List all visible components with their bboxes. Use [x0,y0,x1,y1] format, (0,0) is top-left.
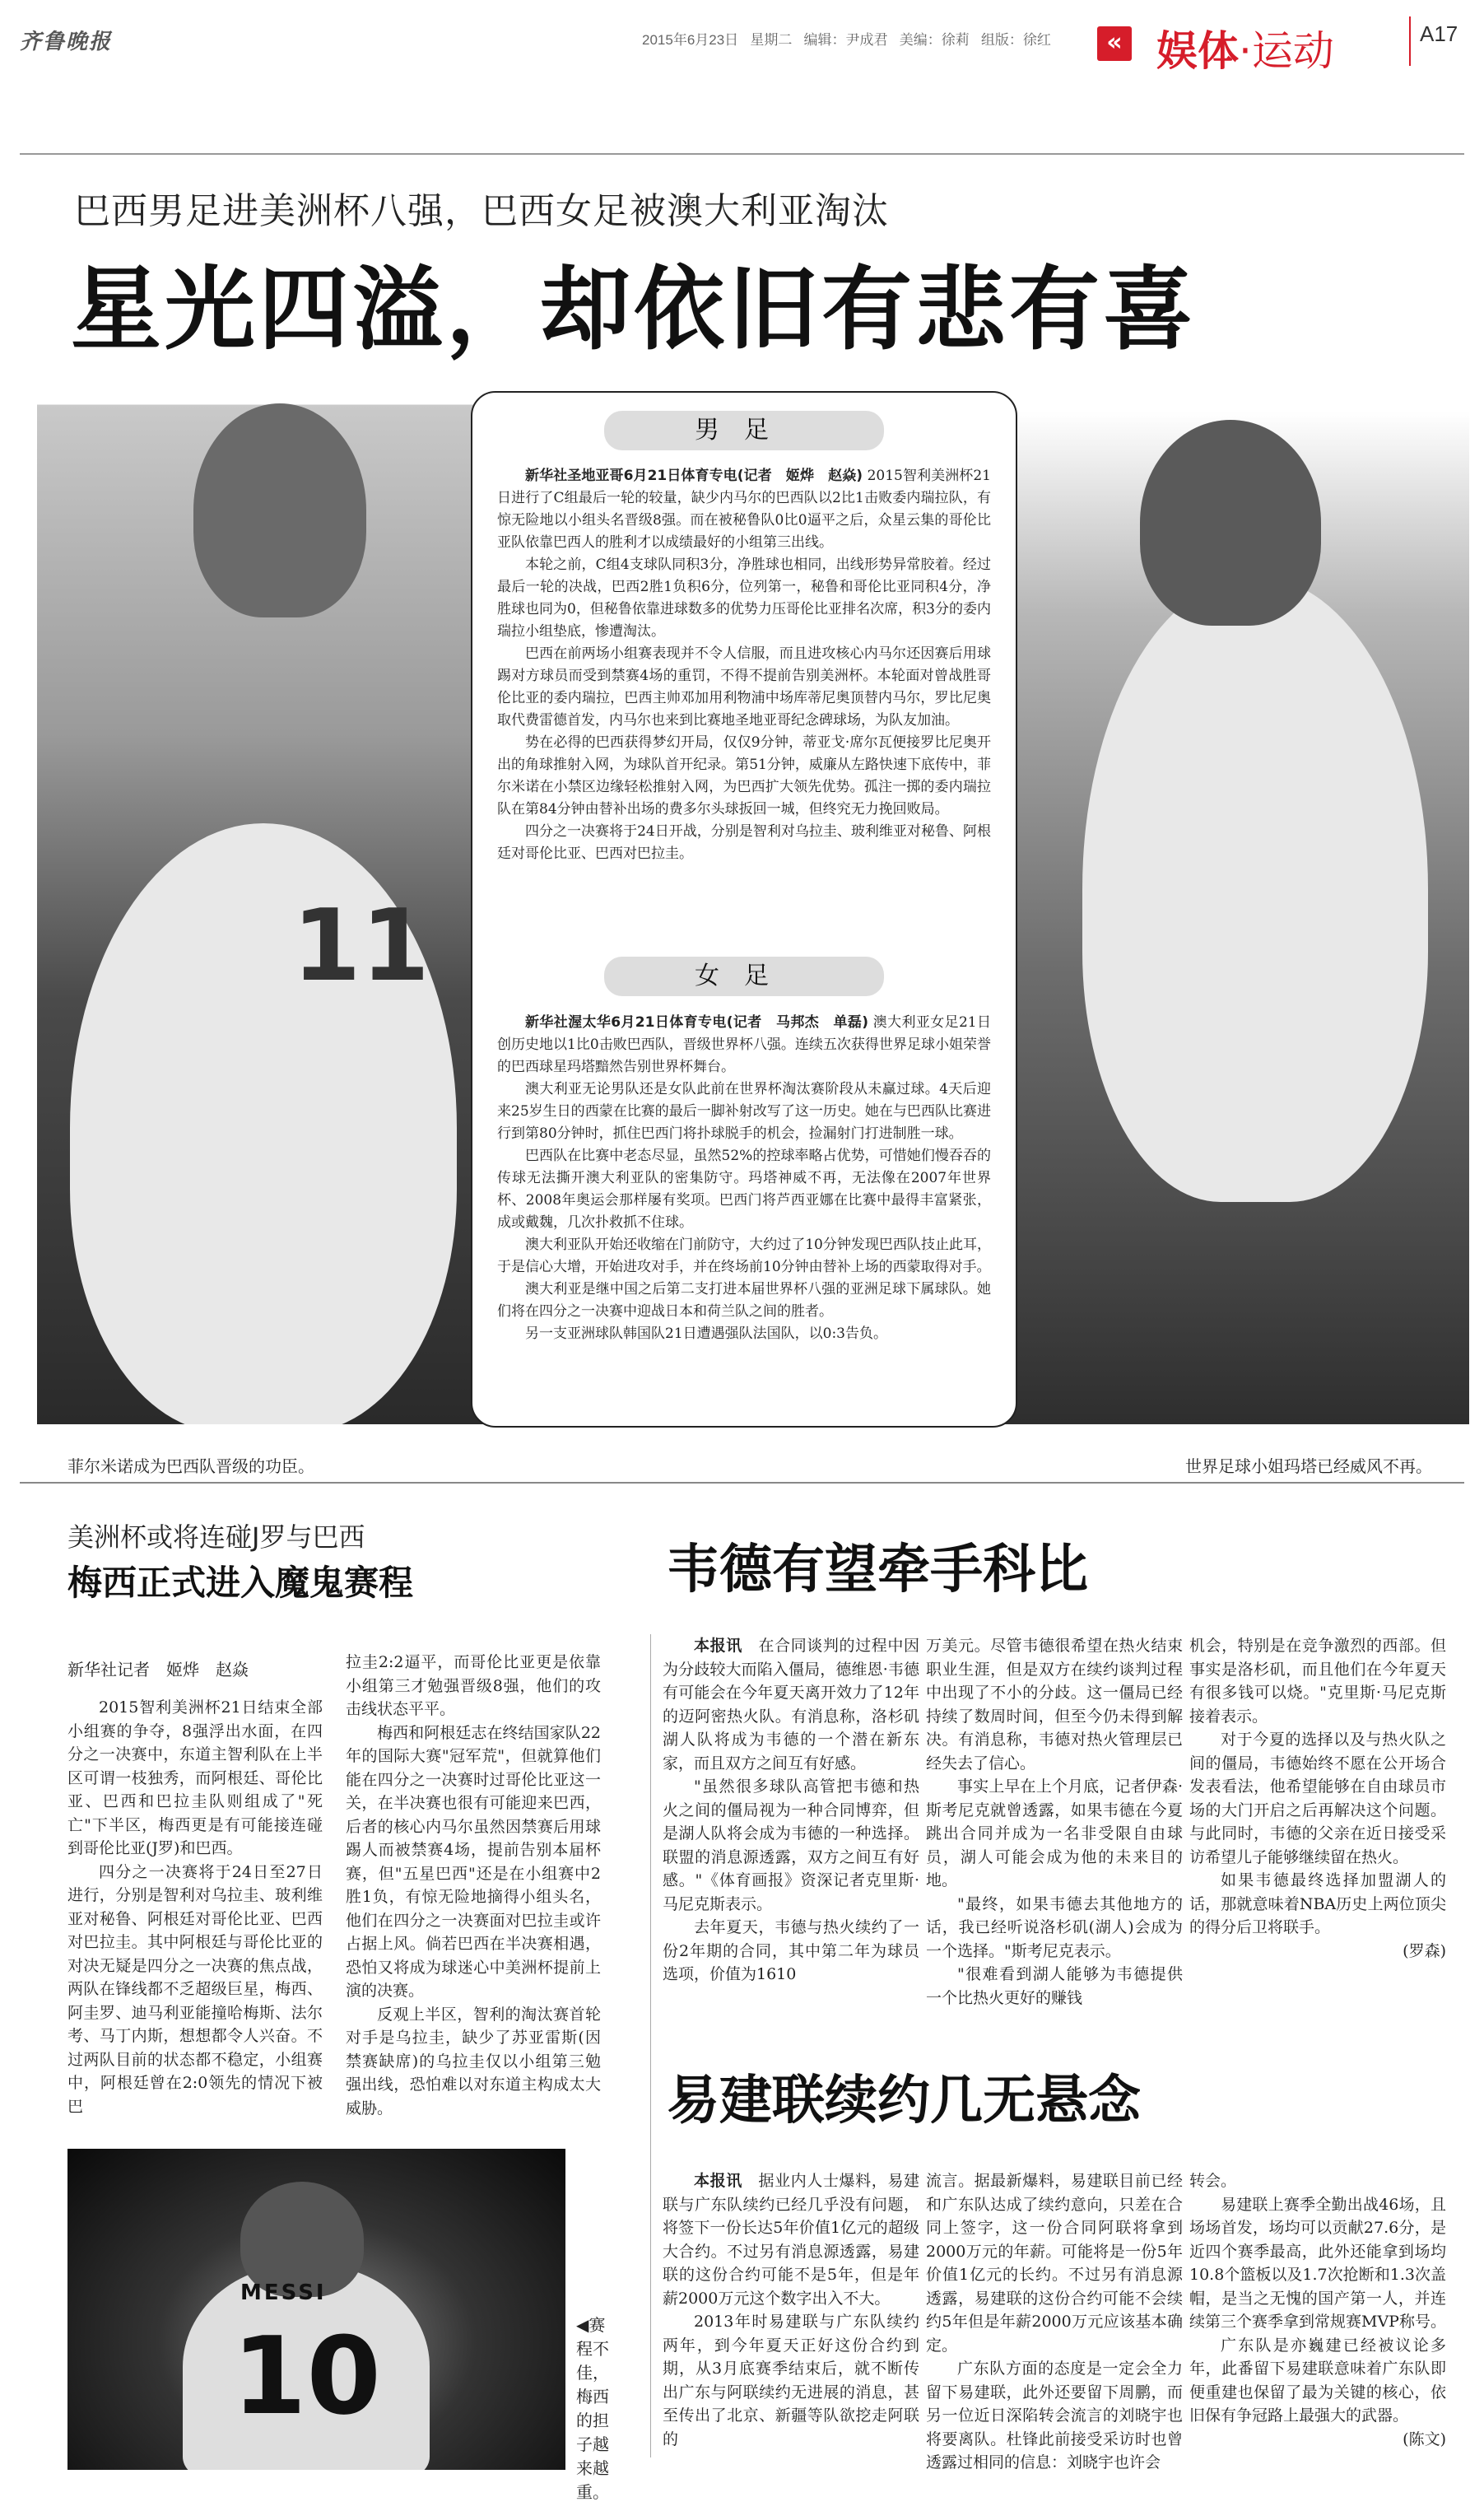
section-title [1156,18,1334,77]
yi-paragraph: 据业内人士爆料，易建联与广东队续约已经几乎没有问题，将签下一份长达5年价值1亿元的超级大合约。不过另有消息源透露，易建联的这份合约可能不是5年，但是年薪2000万元这个数字出入不大。 [663,2172,919,2308]
player-figure [1082,576,1428,1202]
photo-firmino [37,362,498,1424]
women-paragraph: 澳大利亚无论男队还是女队此前在世界杯淘汰赛阶段从未赢过球。4天后迎来25岁生日的西蒙在比赛的最后一脚补射改写了这一历史。她在与巴西队比赛进行到第80分钟时，抓住巴西门将扑球脱手的机会，捡漏射门打进制胜一球。 [497,1081,991,1142]
wade-title: 韦德有望牵手科比 [667,1540,1088,1600]
caption-right: 世界足球小姐玛塔已经威风不再。 [1185,1458,1432,1476]
men-paragraph: 2015智利美洲杯21日进行了C组最后一轮的较量，缺少内马尔的巴西队以2比1击败委内瑞拉队，有惊无险地以小组头名晋级8强。而在被秘鲁队0比0逼平之后，众星云集的哥伦比亚队依靠巴西人的胜利才以成绩最好的小组第三出线。 [497,468,992,551]
wade-author: (罗森) [1403,1941,1446,1960]
messi-paragraph: 2015智利美洲杯21日结束全部小组赛的争夺，8强浮出水面，在四分之一决赛中，东道主智利队在上半区可谓一枝独秀，而阿根廷、哥伦比亚、巴西和巴拉圭队则组成了"死亡"下半区，梅西更是有可能接连碰到哥伦比亚(J罗)和巴西。 [67,1698,323,1857]
wade-paragraph: 事实上早在上个月底，记者伊森·斯考尼克就曾透露，如果韦德在今夏跳出合同并成为一名非受限自由球员，湖人可能会成为他的未来目的地。 [926,1777,1183,1889]
wade-paragraph: 如果韦德最终选择加盟湖人的话，那就意味着NBA历史上两位顶尖的得分后卫将联手。 [1189,1871,1446,1936]
messi-byline: 新华社记者 姬烨 赵焱 [67,1660,249,1679]
wade-column-2 [926,1634,1183,2010]
issue-meta [642,28,1051,49]
section-sub: 运动 [1251,27,1334,75]
issue-weekday: 星期二 [750,32,793,48]
wade-paragraph: 万美元。尽管韦德很希望在热火结束职业生涯，但是双方在续约谈判过程中出现了不小的分歧。这一僵局已经持续了数周时间，但至今仍未得到解决。有消息称，韦德对热火管理层已经失去了信心。 [926,1637,1183,1773]
masthead-rule [20,153,1464,155]
wade-paragraph: 对于今夏的选择以及与热火队之间的僵局，韦德始终不愿在公开场合发表看法，他希望能够在自由球员市场的大门开启之后再解决这个问题。与此同时，韦德的父亲在近日接受采访希望儿子能够继续留在热火。 [1189,1731,1446,1866]
lead-textbox [471,391,1017,1428]
section-divider [20,1482,1464,1484]
yi-column-1 [663,2169,919,2451]
yi-column-2 [926,2169,1183,2475]
women-paragraph: 巴西队在比赛中老态尽显，虽然52%的控球率略占优势，可惜她们慢吞吞的传球无法撕开澳大利亚队的密集防守。玛塔神威不再，无法像在2007年世界杯、2008年奥运会那样屡有奖项。巴西门将芦西亚娜在比赛中最得丰富紧张，成或戴魏，几次扑救抓不住球。 [497,1148,991,1231]
photo-messi [67,2149,565,2470]
caption-left: 菲尔米诺成为巴西队晋级的功臣。 [67,1458,314,1476]
women-byline: 新华社渥太华6月21日体育专电(记者 马邦杰 单磊) [525,1014,868,1031]
wade-paragraph: "最终，如果韦德去其他地方的话，我已经听说洛杉矶(湖人)会成为一个选择。"斯考尼克表示。 [926,1894,1183,1960]
women-paragraph: 澳大利亚队开始还收缩在门前防守，大约过了10分钟发现巴西队技止此耳，于是信心大增，开始进攻对手，并在终场前10分钟由替补上场的西蒙取得对手。 [497,1237,991,1275]
women-section-label: 女足 [604,957,884,996]
masthead-divider [1409,16,1411,66]
yi-author: (陈文) [1403,2429,1446,2448]
lead-headline: 星光四溢，却依旧有悲有喜 [71,257,1197,362]
wade-column-1 [663,1634,919,1987]
yi-paragraph: 广东队方面的态度是一定会全力留下易建联，此外还要留下周鹏，而另一位近日深陷转会流言的刘晓宇也将要离队。杜锋此前接受采访时也曾透露过相同的信息：刘晓宇也许会 [926,2360,1183,2471]
men-section-label: 男足 [604,411,884,450]
player-head [240,2182,364,2297]
jersey-number: 11 [292,889,430,1004]
men-paragraph: 巴西在前两场小组赛表现并不令人信服，而且进攻核心内马尔还因赛后用球踢对方球员而受到禁赛4场的重罚，不得不提前告别美洲杯。本轮面对曾战胜哥伦比亚的委内瑞拉，巴西主帅邓加用利物浦中场库蒂尼奥顶替内马尔，罗比尼奥取代费雷德首发，内马尔也来到比赛地圣地亚哥纪念碑球场，为队友加油。 [497,645,991,729]
women-paragraph: 另一支亚洲球队韩国队21日遭遇强队法国队，以0:3告负。 [525,1325,887,1342]
yi-paragraph: 转会。 [1189,2172,1237,2190]
messi-column-1 [67,1696,323,2118]
yi-tag: 本报讯 [694,2172,742,2190]
messi-paragraph: 梅西和阿根廷志在终结国家队22年的国际大赛"冠军荒"，但就算他们能在四分之一决赛时过哥伦比亚这一关，在半决赛也很有可能迎来巴西，后者的核心内马尔虽然因禁赛后用球踢人而被禁赛4场，提前告别本届杯赛，但"五星巴西"还是在小组赛中2胜1负，有惊无险地摘得小组头名，他们在四分之一决赛面对巴拉圭或许占据上风。倘若巴西在半决赛相遇，恐怕又将成为球迷心中美洲杯提前上演的决赛。 [346,1723,601,2000]
women-paragraph: 澳大利亚是继中国之后第二支打进本届世界杯八强的亚洲足球下属球队。她们将在四分之一决赛中迎战日本和荷兰队之间的胜者。 [497,1281,991,1320]
women-paragraph: 澳大利亚女足21日创历史地以1比0击败巴西队，晋级世界杯八强。连续五次获得世界足球小姐荣誉的巴西球星玛塔黯然告别世界杯舞台。 [497,1014,991,1075]
messi-photo-caption: ◀赛程不佳，梅西的担子越来越重。 [576,2315,609,2502]
messi-title: 梅西正式进入魔鬼赛程 [67,1563,414,1603]
photo-marta [984,412,1469,1424]
messi-paragraph: 四分之一决赛将于24日至27日进行，分别是智利对乌拉圭、玻利维亚对秘鲁、阿根廷对哥伦比亚、巴西对巴拉圭。其中阿根廷与哥伦比亚的对决无疑是四分之一决赛的焦点战，两队在锋线都不乏超级巨星，梅西、阿圭罗、迪马利亚能撞哈梅斯、法尔考、马丁内斯，想想都令人兴奋。不过两队目前的状态都不稳定，小组赛中，阿根廷曾在2:0领先的情况下被巴 [67,1862,323,2116]
section-dot: · [1239,27,1252,75]
men-article [497,465,991,865]
masthead [0,0,1484,78]
men-paragraph: 势在必得的巴西获得梦幻开局，仅仅9分钟，蒂亚戈·席尔瓦便接罗比尼奥开出的角球推射入网，为球队首开纪录。第51分钟，威廉从左路快速下底传中，菲尔米诺在小禁区边缘轻松推射入网，为巴西扩大领先优势。孤注一掷的委内瑞拉队在第84分钟由替补出场的费多尔头球扳回一城，但终究无力挽回败局。 [497,734,991,818]
editor: 编辑：尹成君 [803,32,888,48]
yi-paragraph: 流言。据最新爆料，易建联目前已经和广东队达成了续约意向，只差在合同上签字，这一份合同阿联将拿到2000万元的年薪。可能将是一份5年价值1亿元的长约。不过另有消息源透露，易建联的这份合约可能不会续约5年但是年薪2000万元应该基本确定。 [926,2172,1183,2355]
yi-column-3 [1189,2169,1446,2451]
messi-paragraph: 反观上半区，智利的淘汰赛首轮对手是乌拉圭，缺少了苏亚雷斯(因禁赛缺席)的乌拉圭仅以小组第三勉强出线，恐怕难以对东道主构成太大威胁。 [346,2005,601,2117]
yi-paragraph: 2013年时易建联与广东队续约两年，到今年夏天正好这份合约到期，从3月底赛季结束后，就不断传出广东与阿联续约无进展的消息，甚至传出了北京、新疆等队欲挖走阿联的 [663,2313,919,2448]
newspaper-logo: 齐鲁晚报 [20,30,113,54]
designer: 美编：徐莉 [899,32,970,48]
player-head [1140,420,1321,626]
jersey-name: MESSI [240,2280,327,2305]
men-paragraph: 四分之一决赛将于24日开战，分别是智利对乌拉圭、玻利维亚对秘鲁、阿根廷对哥伦比亚、巴西对巴拉圭。 [497,823,991,862]
jersey-number: 10 [232,2313,381,2439]
wade-paragraph: "虽然很多球队高管把韦德和热火之间的僵局视为一种合同博弈，但是湖人队将会成为韦德的一种选择。联盟的消息源透露，双方之间互有好感。"《体育画报》资深记者克里斯·马尼克斯表示。 [663,1777,919,1913]
section-main: 娱体 [1156,27,1239,75]
wade-paragraph: "很难看到湖人能够为韦德提供一个比热火更好的赚钱 [926,1965,1183,2007]
yi-paragraph: 广东队是亦巍建已经被议论多年，此番留下易建联意味着广东队即便重建也保留了最为关键的核心，依旧保有争冠路上最强大的武器。 [1189,2336,1446,2425]
wade-column-3 [1189,1634,1446,1963]
proofreader: 组版：徐红 [980,32,1051,48]
page-number: A17 [1420,21,1458,46]
messi-kicker: 美洲杯或将连碰J罗与巴西 [67,1521,365,1553]
double-chevron-left-icon: « [1097,26,1132,61]
men-byline: 新华社圣地亚哥6月21日体育专电(记者 姬烨 赵焱) [525,468,863,484]
player-head [193,403,366,617]
messi-paragraph: 拉圭2:2逼平，而哥伦比亚更是依靠小组第三才勉强晋级8强，他们的攻击线状态平平。 [346,1653,601,1718]
wade-paragraph: 去年夏天，韦德与热火续约了一份2年期的合同，其中第二年为球员选项，价值为1610 [663,1918,919,1983]
wade-paragraph: 机会，特别是在竞争激烈的西部。但事实是洛杉矶，而且他们在今年夏天有很多钱可以烧。"克里斯·马尼克斯接着表示。 [1189,1637,1446,1726]
women-article [497,1012,991,1345]
men-paragraph: 本轮之前，C组4支球队同积3分，净胜球也相同，出线形势异常胶着。经过最后一轮的决战，巴西2胜1负积6分，位列第一，秘鲁和哥伦比亚同积4分，净胜球也同为0，但秘鲁依靠进球数多的优势力压哥伦比亚排名次席，积3分的委内瑞拉小组垫底，惨遭淘汰。 [497,557,991,640]
messi-column-2 [346,1651,601,2120]
lead-kicker: 巴西男足进美洲杯八强，巴西女足被澳大利亚淘汰 [74,190,889,232]
yi-title: 易建联续约几无悬念 [667,2071,1141,2131]
column-rule [650,1634,651,2457]
wade-tag: 本报讯 [694,1637,742,1655]
yi-paragraph: 易建联上赛季全勤出战46场，且场场首发，场均可以贡献27.6分，是近四个赛季最高，此外还能拿到场均10.8个篮板以及1.7次抢断和1.3次盖帽，是当之无愧的国产第一人，并连续第三个赛季拿到常规赛MVP称号。 [1189,2195,1446,2331]
wade-paragraph: 在合同谈判的过程中因为分歧较大而陷入僵局，德维恩·韦德有可能会在今年夏天离开效力了12年的迈阿密热火队。有消息称，洛杉矶湖人队将成为韦德的一个潜在新东家，而且双方之间互有好感。 [663,1637,919,1773]
issue-date: 2015年6月23日 [642,32,739,48]
